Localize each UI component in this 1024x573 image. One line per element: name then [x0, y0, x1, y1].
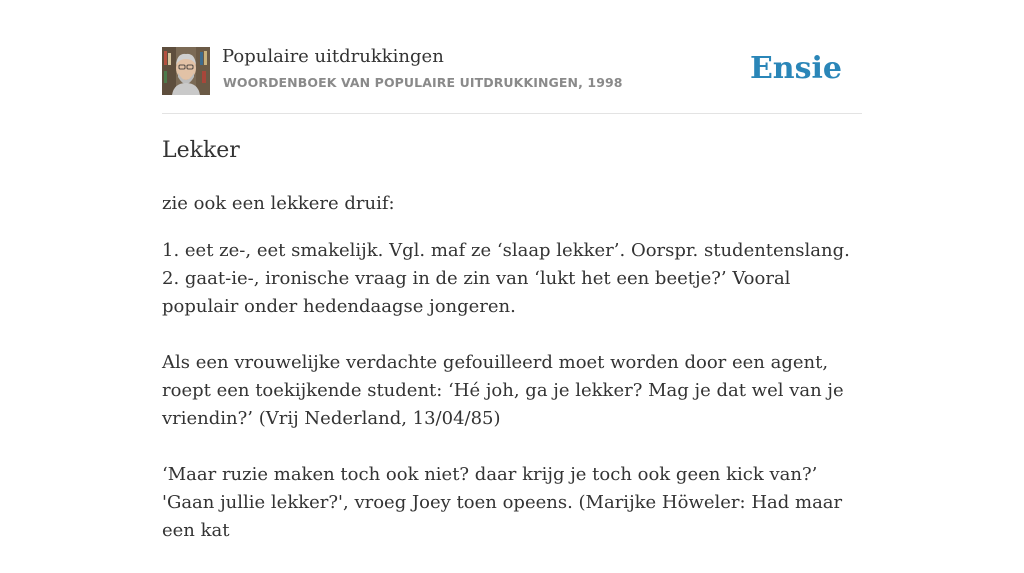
entry-definition	[162, 237, 852, 573]
source-subtitle: WOORDENBOEK VAN POPULAIRE UITDRUKKINGEN, 1998	[223, 75, 623, 90]
article-container	[162, 0, 862, 541]
author-avatar[interactable]	[162, 47, 210, 95]
entry-title: Lekker	[162, 138, 240, 163]
citation-quote-2: ‘Maar ruzie maken toch ook niet? daar krijg je toch ook geen kick van?’ 'Gaan jullie lekker?', vroeg Joey toen opeens. (Marijke Höweler: Had maar een kat	[162, 464, 843, 541]
definition-sense-2: 2. gaat-ie-, ironische vraag in de zin van ‘lukt het een beetje?’ Vooral populair onder hedendaagse jongeren.	[162, 268, 791, 317]
ensie-logo-link[interactable]: Ensie	[749, 51, 842, 86]
see-also-line: zie ook een lekkere druif:	[162, 193, 395, 214]
source-title[interactable]: Populaire uitdrukkingen	[222, 46, 444, 67]
author-photo-icon	[162, 47, 210, 95]
citation-quote-1: Als een vrouwelijke verdachte gefouilleerd moet worden door een agent, roept een toekijkende student: ‘Hé joh, ga je lekker? Mag je dat wel van je vriendin?’ (Vrij Nederland, 13/04/85)	[162, 352, 844, 429]
source-header	[162, 0, 862, 114]
definition-sense-1: 1. eet ze-, eet smakelijk. Vgl. maf ze ‘slaap lekker’. Oorspr. studentenslang.	[162, 240, 850, 261]
